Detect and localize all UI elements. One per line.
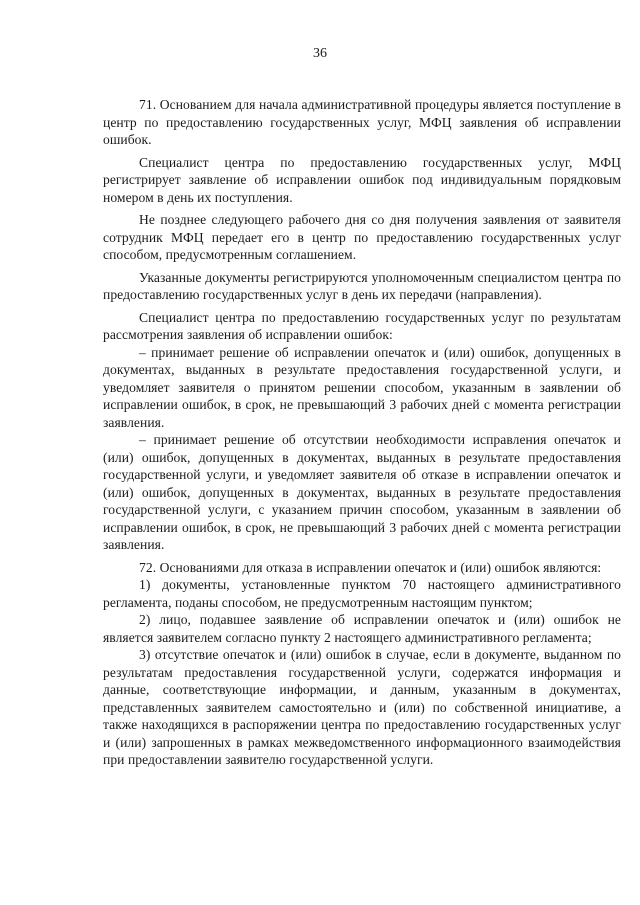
paragraph-documents-registered: Указанные документы регистрируются уполномоченным специалистом центра по предоставлению государственных услуг в день их передачи (направления). [103, 269, 621, 302]
paragraph-specialist-review: Специалист центра по предоставлению государственных услуг по результатам рассмотрения заявления об исправлении ошибок: [103, 309, 621, 342]
page-number: 36 [313, 46, 327, 61]
paragraph-72: 72. Основаниями для отказа в исправлении опечаток и (или) ошибок являются: [139, 559, 602, 575]
paragraph-registration: Специалист центра по предоставлению государственных услуг, МФЦ регистрирует заявление об исправлении ошибок под индивидуальным порядковым номером в день их поступления. [103, 154, 621, 205]
paragraph-71: 71. Основанием для начала административной процедуры является поступление в центр по предоставлению государственных услуг, МФЦ заявления об исправлении ошибок. [103, 97, 621, 147]
list-item-refuse-decision: – принимает решение об отсутствии необходимости исправления опечаток и (или) ошибок, допущенных в документах, выданных в результате предоставления государственной услуги, и уведомляет заявителя об отказе в исправлении опечаток и (или) ошибок, допущенных в документах, выданных в результате предоставления государственной услуги, с указанием причин способом, указанным в заявлении об исправлении ошибок, в срок, не превышающий 3 рабочих дней с момента регистрации заявления. [103, 432, 621, 552]
list-item-reason-3: 3) отсутствие опечаток и (или) ошибок в случае, если в документе, выданном по результатам предоставления государственной услуги, содержатся информация и данные, соответствующие информации, и данным, указанным в документах, представленных заявителем самостоятельно и (или) по собственной инициативе, а также находящихся в распоряжении центра по предоставлению государственных услуг и (или) запрошенных в рамках межведомственного информационного взаимодействия при предоставлении заявителю государственной услуги. [103, 647, 621, 767]
list-item-reason-1: 1) документы, установленные пунктом 70 настоящего административного регламента, поданы способом, не предусмотренным настоящим пунктом; [103, 577, 621, 610]
list-item-reason-2: 2) лицо, подавшее заявление об исправлении опечаток и (или) ошибок не является заявителем согласно пункту 2 настоящего административного регламента; [103, 612, 621, 645]
document-body [103, 96, 621, 769]
list-item-accept-decision: – принимает решение об исправлении опечаток и (или) ошибок, допущенных в документах, выданных в результате предоставления государственной услуги, и уведомляет заявителя о принятом решении способом, указанным в заявлении об исправлении ошибок, в срок, не превышающий 3 рабочих дней с момента регистрации заявления. [103, 344, 621, 430]
paragraph-transfer: Не позднее следующего рабочего дня со дня получения заявления от заявителя сотрудник МФЦ передает его в центр по предоставлению государственных услуг способом, предусмотренным соглашением. [103, 212, 621, 262]
